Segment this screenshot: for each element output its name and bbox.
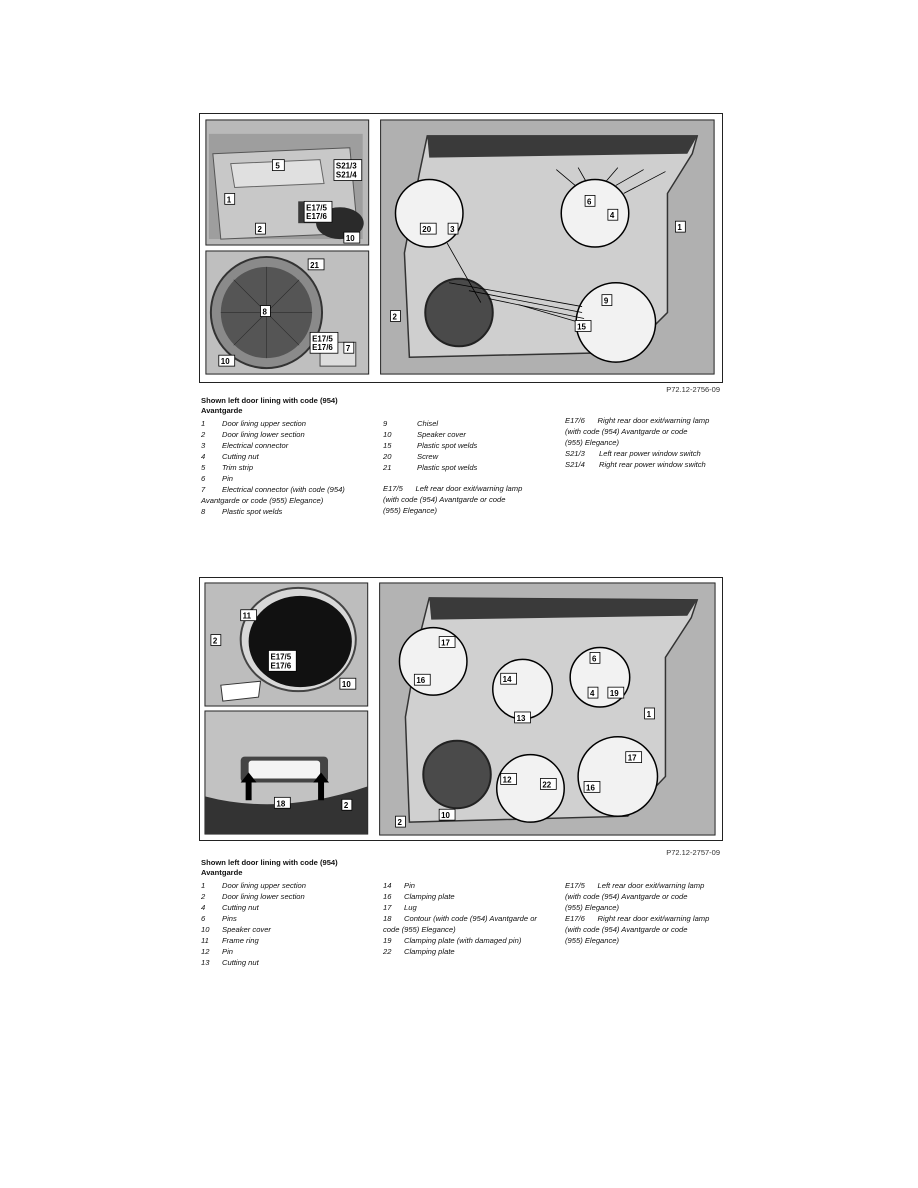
callout-2: 2 xyxy=(257,225,262,235)
legend-row: 2 Door lining lower section xyxy=(201,430,305,439)
callout-1: 1 xyxy=(646,709,651,719)
callout-13: 13 xyxy=(516,713,526,723)
legend-row-continued: Avantgarde or code (955) Elegance) xyxy=(201,496,324,505)
callout-17: 17 xyxy=(441,638,450,648)
figure-2-illustration xyxy=(200,578,722,840)
legend-row: 11 Frame ring xyxy=(201,936,259,945)
callout-22: 22 xyxy=(542,780,552,790)
callout-10: 10 xyxy=(345,234,355,244)
legend-row: 2 Door lining lower section xyxy=(201,892,305,901)
caption-line: Avantgarde xyxy=(201,406,243,415)
callout-6: 6 xyxy=(592,654,597,664)
callout-2b: 2 xyxy=(343,801,349,811)
figure-1-legend-column-1 xyxy=(201,418,371,517)
callout-1b: 1 xyxy=(677,223,682,233)
legend-block-e17-5: E17/5 Left rear door exit/warning lamp (with code (954) Avantgarde or code (955) Elegance) xyxy=(565,881,705,912)
callout-e17-6: E17/6 xyxy=(270,661,292,671)
legend-row: 9 Chisel xyxy=(383,419,439,428)
figure-2-legend-column-3 xyxy=(565,880,735,946)
legend-row: 19 Clamping plate (with damaged pin) xyxy=(383,936,522,945)
callout-2: 2 xyxy=(212,636,218,646)
callout-15: 15 xyxy=(577,322,586,332)
legend-row-continued: code (955) Elegance) xyxy=(383,925,456,934)
figure-2-reference: P72.12-2757-09 xyxy=(666,848,720,857)
legend-row: 20 Screw xyxy=(383,452,439,461)
callout-4: 4 xyxy=(609,211,615,221)
legend-row: 12 Pin xyxy=(201,947,233,956)
figure-2-legend-column-2 xyxy=(383,880,558,957)
legend-row: 4 Cutting nut xyxy=(201,452,259,461)
callout-21: 21 xyxy=(310,260,319,270)
legend-row: 1 Door lining upper section xyxy=(201,419,307,428)
figure-door-lining-removal-2 xyxy=(199,577,723,841)
figure-1-legend-column-2 xyxy=(383,418,553,516)
legend-block-e17-6: E17/6 Right rear door exit/warning lamp (with code (954) Avantgarde or code (955) Elegance) xyxy=(565,416,710,447)
caption-line: Shown left door lining with code (954) xyxy=(201,396,338,405)
legend-row: 3 Electrical connector xyxy=(201,441,289,450)
callout-18: 18 xyxy=(276,799,286,809)
callout-19: 19 xyxy=(609,689,619,699)
caption-line: Avantgarde xyxy=(201,868,243,877)
legend-block-e17-6: E17/6 Right rear door exit/warning lamp (with code (954) Avantgarde or code (955) Elegance) xyxy=(565,914,710,945)
callout-14: 14 xyxy=(502,675,512,685)
callout-7: 7 xyxy=(345,344,351,354)
callout-4: 4 xyxy=(590,689,595,699)
legend-row: 18 Contour (with code (954) Avantgarde or xyxy=(383,914,537,923)
legend-row: S21/4 Right rear power window switch xyxy=(565,460,706,469)
legend-row: 13 Cutting nut xyxy=(201,958,259,967)
callout-10b: 10 xyxy=(441,811,450,821)
callout-16: 16 xyxy=(416,676,426,686)
callout-1: 1 xyxy=(226,195,232,205)
figure-1-reference: P72.12-2756-09 xyxy=(666,385,720,394)
callout-e17-5b: E17/5 xyxy=(312,334,333,344)
legend-row: 14 Pin xyxy=(383,881,415,890)
callout-17b: 17 xyxy=(627,753,637,763)
caption-line: Shown left door lining with code (954) xyxy=(201,858,338,867)
callout-s21-4: S21/4 xyxy=(335,170,357,180)
callout-e17-5: E17/5 xyxy=(306,203,327,213)
legend-row: 4 Cutting nut xyxy=(201,903,259,912)
legend-row: 8 Plastic spot welds xyxy=(201,507,283,516)
legend-row: 10 Speaker cover xyxy=(383,430,466,439)
legend-row: 15 Plastic spot welds xyxy=(383,441,478,450)
legend-row: 6 Pins xyxy=(201,914,237,923)
legend-row: 16 Clamping plate xyxy=(383,892,455,901)
legend-row: 22 Clamping plate xyxy=(383,947,455,956)
legend-row: S21/3 Left rear power window switch xyxy=(565,449,701,458)
callout-20: 20 xyxy=(422,225,432,235)
callout-e17-6b: E17/6 xyxy=(312,343,333,353)
legend-row: 10 Speaker cover xyxy=(201,925,271,934)
callout-6: 6 xyxy=(587,197,592,207)
legend-row: 1 Door lining upper section xyxy=(201,881,307,890)
figure-1-illustration xyxy=(200,114,722,382)
callout-11: 11 xyxy=(242,611,252,621)
callout-2b: 2 xyxy=(392,312,397,322)
callout-16b: 16 xyxy=(586,783,595,793)
callout-8: 8 xyxy=(262,307,267,317)
callout-e17-6: E17/6 xyxy=(306,212,327,222)
callout-10: 10 xyxy=(341,680,351,690)
callout-12: 12 xyxy=(502,775,512,785)
figure-2-legend-column-1 xyxy=(201,880,371,968)
callout-10b: 10 xyxy=(220,357,230,367)
figure-1-caption xyxy=(201,396,401,416)
callout-e17-5: E17/5 xyxy=(270,652,292,662)
legend-row: 17 Lug xyxy=(383,903,417,912)
legend-row: 5 Trim strip xyxy=(201,463,254,472)
callout-9: 9 xyxy=(603,296,609,306)
figure-door-lining-removal-1 xyxy=(199,113,723,383)
legend-row: 21 Plastic spot welds xyxy=(383,463,478,472)
callout-5: 5 xyxy=(275,161,280,171)
figure-1-legend-column-3 xyxy=(565,415,735,470)
callout-2c: 2 xyxy=(397,818,402,828)
figure-2-caption xyxy=(201,858,401,878)
legend-row: 6 Pin xyxy=(201,474,233,483)
callout-3: 3 xyxy=(450,225,455,235)
legend-block-e17-5: E17/5 Left rear door exit/warning lamp (with code (954) Avantgarde or code (955) Elegance) xyxy=(383,484,523,515)
legend-row: 7 Electrical connector (with code (954) xyxy=(201,485,345,494)
callout-s21-3: S21/3 xyxy=(335,161,357,171)
